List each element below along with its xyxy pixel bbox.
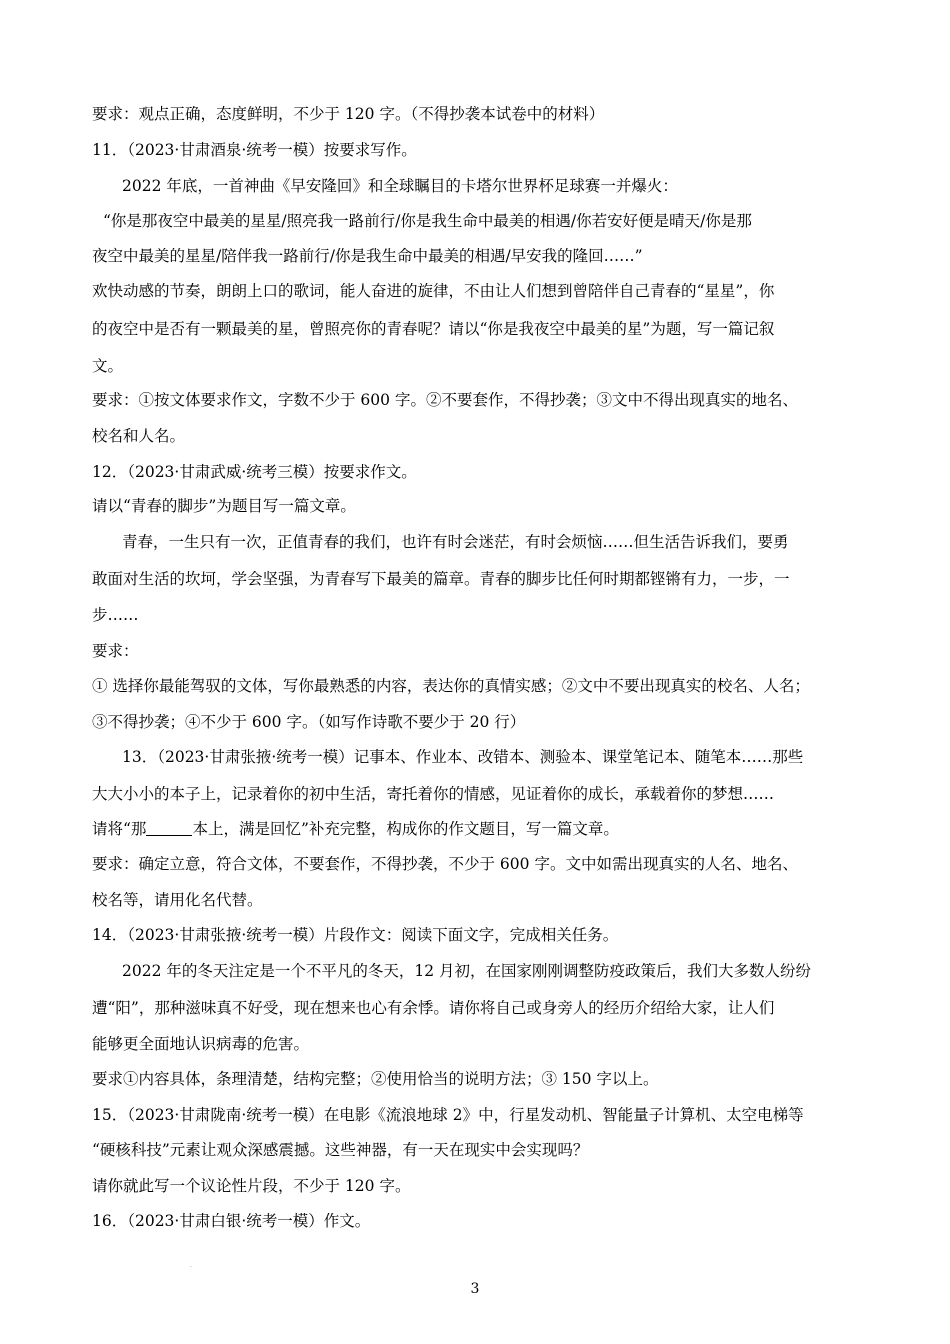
text-line: “硬核科技”元素让观众深感震撼。这些神器，有一天在现实中会实现吗？ [92,1141,589,1159]
text-line: 要求①内容具体，条理清楚，结构完整；②使用恰当的说明方法；③ 150 字以上。 [92,1070,659,1088]
blank-underline [146,821,192,836]
text-line: 夜空中最美的星星/陪伴我一路前行/你是我生命中最美的相遇/早安我的隆回……” [92,247,643,265]
fill-in-title-line [92,818,619,840]
question-16-header: 16．（2023·甘肃白银·统考一模）作文。 [92,1212,371,1230]
text-line: 校名等，请用化名代替。 [92,891,263,909]
text-line: 2022 年底，一首神曲《早安隆回》和全球瞩目的卡塔尔世界杯足球赛一并爆火： [122,177,678,195]
question-14-header: 14．（2023·甘肃张掖·统考一模）片段作文：阅读下面文字，完成相关任务。 [92,926,619,944]
text-line: 能够更全面地认识病毒的危害。 [92,1035,310,1053]
text-line: 2022 年的冬天注定是一个不平凡的冬天，12 月初，在国家刚刚调整防疫政策后，我们大多数人纷纷 [122,962,812,980]
text-segment: 请将“那 [92,820,147,838]
question-13-header: 13．（2023·甘肃张掖·统考一模）记事本、作业本、改错本、测验本、课堂笔记本、随笔本……那些 [122,748,804,766]
question-12-header: 12．（2023·甘肃武威·统考三模）按要求作文。 [92,463,417,481]
text-line: 要求：确定立意，符合文体，不要套作，不得抄袭，不少于 600 字。文中如需出现真实的人名、地名、 [92,855,798,873]
text-line: 校名和人名。 [92,427,186,445]
question-15-header: 15．（2023·甘肃陇南·统考一模）在电影《流浪地球 2》中，行星发动机、智能量子计算机、太空电梯等 [92,1106,804,1124]
text-line: 要求：①按文体要求作文，字数不少于 600 字。②不要套作，不得抄袭；③文中不得出现真实的地名、 [92,391,798,409]
text-segment: 本上，满是回忆”补充完整，构成你的作文题目，写一篇文章。 [192,820,619,838]
text-line: 步…… [92,606,139,624]
text-line: 遭“阳”，那种滋味真不好受，现在想来也心有余悸。请你将自己或身旁人的经历介绍给大家，让人们 [92,999,775,1017]
text-line: “你是那夜空中最美的星星/照亮我一路前行/你是我生命中最美的相遇/你若安好便是晴天/你是那 [103,212,752,230]
text-line: 青春，一生只有一次，正值青春的我们，也许有时会迷茫，有时会烦恼……但生活告诉我们，要勇 [122,533,789,551]
text-line: 的夜空中是否有一颗最美的星，曾照亮你的青春呢？请以“你是我夜空中最美的星”为题，写一篇记叙 [92,320,775,338]
text-line: 请以“青春的脚步”为题目写一篇文章。 [92,497,356,515]
text-line: 大大小小的本子上，记录着你的初中生活，寄托着你的情感，见证着你的成长，承载着你的梦想…… [92,785,775,803]
text-line: 要求：观点正确，态度鲜明，不少于 120 字。（不得抄袭本试卷中的材料） [92,105,605,123]
text-line: ③不得抄袭；④不少于 600 字。（如写作诗歌不要少于 20 行） [92,713,526,731]
text-line: 文。 [92,357,124,375]
page-number: 3 [470,1281,480,1297]
text-line: 敢面对生活的坎坷，学会坚强，为青春写下最美的篇章。青春的脚步比任何时期都铿锵有力，一步，一 [92,570,790,588]
text-line: 要求： [92,642,139,660]
mark-dot: · [190,1264,192,1271]
text-line: 请你就此写一个议论性片段，不少于 120 字。 [92,1177,411,1195]
text-line: 欢快动感的节奏，朗朗上口的歌词，能人奋进的旋律，不由让人们想到曾陪伴自己青春的“星星”，你 [92,282,775,300]
text-line: ① 选择你最能驾驭的文体，写你最熟悉的内容，表达你的真情实感；②文中不要出现真实的校名、人名； [92,677,810,695]
question-11-header: 11．（2023·甘肃酒泉·统考一模）按要求写作。 [92,141,417,159]
